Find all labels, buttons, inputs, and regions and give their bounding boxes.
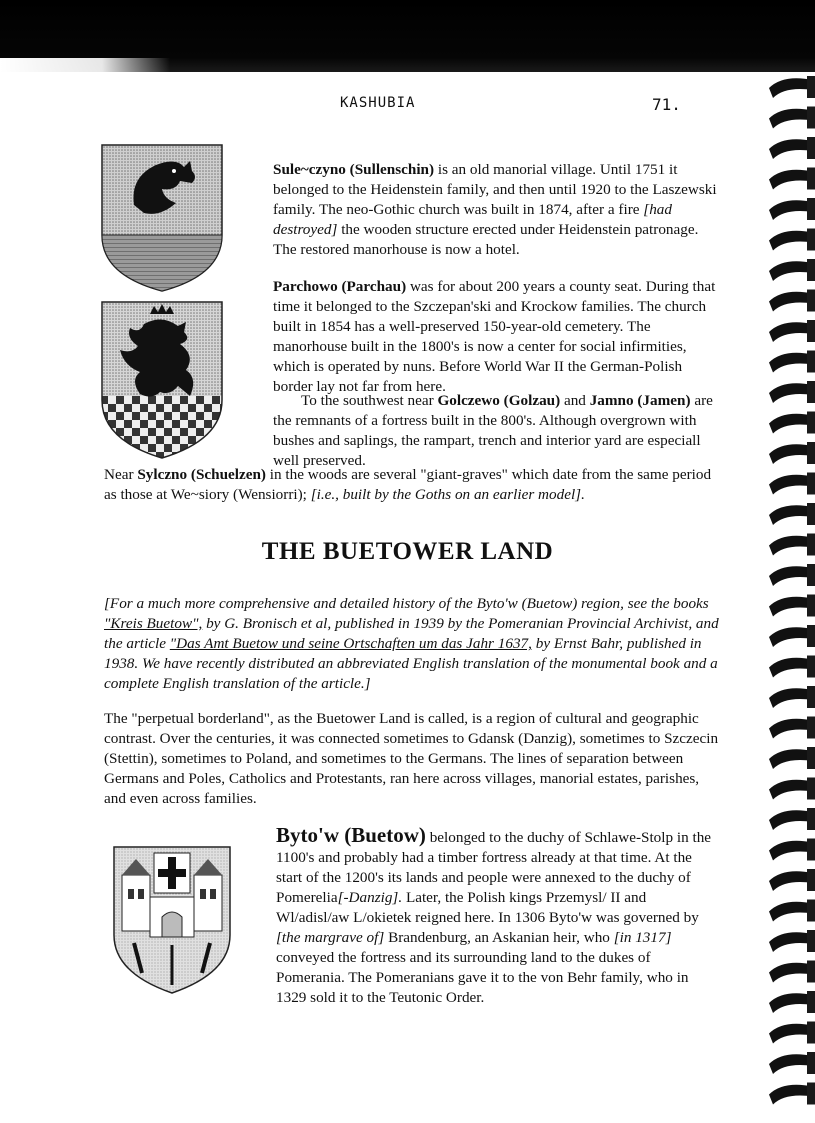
spiral-hole	[807, 137, 815, 159]
golczewo-text-1: To the southwest near	[301, 392, 438, 409]
spiral-hole	[807, 107, 815, 129]
spiral-hole	[807, 717, 815, 739]
bytow-italic-3: [in 1317]	[613, 929, 672, 946]
spiral-hole	[807, 351, 815, 373]
spiral-coil	[769, 261, 813, 281]
bytow-text-3: Brandenburg, an Askanian heir, who	[384, 929, 614, 946]
spiral-hole	[807, 961, 815, 983]
spiral-coil	[769, 505, 813, 525]
borderland-text: The "perpetual borderland", as the Buetower Land is called, is a region of cultural and geographic contrast. Over the centuries, it was connected sometimes to Gdansk (Danzig), sometimes to Szczecin (Stettin), sometimes to Poland, and sometimes to the Germans. The lines of separation between Germans and Poles, Catholics and Protestants, ran here across villages, manorial estates, parishes, and even across families.	[104, 710, 719, 807]
sylczno-text-2: in the woods are several "giant-graves" which date from the same period as those at We~siory (Wensiorri);	[104, 466, 712, 503]
spiral-hole	[807, 76, 815, 98]
paragraph-parchowo	[273, 277, 718, 397]
spiral-hole	[807, 656, 815, 678]
spiral-coil	[769, 78, 813, 98]
spiral-coil	[769, 109, 813, 129]
place-name-jamno: Jamno (Jamen)	[589, 392, 691, 409]
spiral-hole	[807, 198, 815, 220]
castle-icon	[112, 845, 232, 995]
spiral-coil	[769, 597, 813, 617]
paragraph-bytow	[276, 825, 718, 1008]
spiral-coil	[769, 963, 813, 983]
spiral-coil	[769, 139, 813, 159]
sulecino-text: is an old manorial village. Until 1751 it belonged to the Heidenstein family, and then until 1920 to the Laszewski family. The neo-Gothic church was built in 1874, after a fire	[273, 161, 717, 218]
spiral-hole	[807, 503, 815, 525]
spiral-coil	[769, 810, 813, 830]
golczewo-text-2: are the remnants of a fortress built in the 800's. Although overgrown with bushes and saplings, the rampart, trench and interior yard are especiall well preserved.	[273, 392, 713, 469]
spiral-hole	[807, 168, 815, 190]
spiral-hole	[807, 625, 815, 647]
spiral-coil	[769, 780, 813, 800]
spiral-hole	[807, 808, 815, 830]
sylczno-text-1: Near	[104, 466, 138, 483]
spiral-coil	[769, 444, 813, 464]
spiral-coil	[769, 658, 813, 678]
sylczno-italic: [i.e., built by the Goths on an earlier model].	[310, 486, 585, 503]
spiral-coil	[769, 1054, 813, 1074]
paragraph-note	[104, 594, 719, 694]
spiral-coil	[769, 322, 813, 342]
crest-crowned-griffin	[100, 300, 224, 460]
spiral-coil	[769, 627, 813, 647]
crest-griffin-head	[100, 143, 224, 293]
spiral-coil	[769, 475, 813, 495]
spiral-hole	[807, 747, 815, 769]
spiral-coil	[769, 1024, 813, 1044]
bytow-italic-2: [the margrave of]	[276, 929, 385, 946]
sulecino-text-2: the wooden structure erected under Heidenstein patronage. The restored manorhouse is now a hotel.	[273, 221, 699, 258]
spiral-coil	[769, 841, 813, 861]
spiral-hole	[807, 259, 815, 281]
spiral-coil	[769, 993, 813, 1013]
spiral-hole	[807, 1083, 815, 1105]
spiral-hole	[807, 442, 815, 464]
spiral-coil	[769, 566, 813, 586]
spiral-coil	[769, 414, 813, 434]
page-number: 71.	[652, 95, 681, 114]
place-name-sylczno: Sylczno (Schuelzen)	[137, 466, 266, 483]
spiral-hole	[807, 1052, 815, 1074]
spiral-coil	[769, 932, 813, 952]
scan-top-fade	[0, 58, 170, 76]
spiral-hole	[807, 412, 815, 434]
spiral-hole	[807, 839, 815, 861]
spiral-coil	[769, 902, 813, 922]
place-name-golczewo: Golczewo (Golzau)	[437, 392, 561, 409]
spiral-hole	[807, 595, 815, 617]
parchowo-text: was for about 200 years a county seat. During that time it belonged to the Szczepan'ski and Krockow families. The church built in 1854 has a well-preserved 150-year-old cemetery. The manorhouse built in the 1800's is now a center for social infirmities, which is operated by nuns. Before World War II the German-Polish border lay not far from here.	[273, 278, 716, 395]
spiral-hole	[807, 930, 815, 952]
spiral-binding	[763, 70, 815, 1123]
bytow-text-1: belonged to the duchy of Schlawe-Stolp in the 1100's and probably had a timber fortress already at that time. At the start of the 1200's its lands and people were annexed to the duchy of Pomerelia	[276, 829, 712, 906]
place-name-parchowo: Parchowo (Parchau)	[273, 278, 407, 295]
spiral-hole	[807, 473, 815, 495]
spiral-coil	[769, 353, 813, 373]
spiral-coil	[769, 1085, 813, 1105]
spiral-hole	[807, 564, 815, 586]
griffin-head-icon	[100, 143, 224, 293]
place-name-sulecino: Sule~czyno (Sullenschin)	[273, 161, 435, 178]
spiral-hole	[807, 290, 815, 312]
spiral-hole	[807, 1022, 815, 1044]
golczewo-and: and	[560, 392, 590, 409]
spiral-hole	[807, 686, 815, 708]
bytow-text-4: conveyed the fortress and its surrounding land to the dukes of Pomerania. The Pomeranians gave it to the von Behr family, who in 1329 sold it to the Teutonic Order.	[276, 949, 689, 1006]
spiral-coil	[769, 383, 813, 403]
section-title: THE BUETOWER LAND	[261, 538, 554, 565]
paragraph-sulecino	[273, 160, 718, 260]
spiral-coil	[769, 871, 813, 891]
spiral-hole	[807, 991, 815, 1013]
spiral-coil	[769, 688, 813, 708]
spiral-hole	[807, 869, 815, 891]
spiral-hole	[807, 320, 815, 342]
note-text-3: by Ernst Bahr, published in 1938. We have recently distributed an abbreviated English translation of the monumental book and a complete English translation of the article.]	[104, 635, 718, 692]
spiral-coil	[769, 292, 813, 312]
spiral-coil	[769, 200, 813, 220]
note-book-title: "Kreis Buetow",	[104, 615, 203, 632]
sulecino-italic: [had destroyed]	[273, 201, 672, 238]
spiral-hole	[807, 900, 815, 922]
place-name-bytow: Byto'w (Buetow)	[276, 823, 426, 847]
spiral-coil	[769, 749, 813, 769]
bytow-italic-1: [-Danzig].	[337, 889, 403, 906]
spiral-hole	[807, 229, 815, 251]
spiral-coil	[769, 231, 813, 251]
spiral-hole	[807, 778, 815, 800]
spiral-coil	[769, 719, 813, 739]
bytow-text-2: Later, the Polish kings Przemysl/ II and Wl/adisl/aw L/okietek reigned here. In 1306 Byto'w was governed by	[276, 889, 699, 926]
paragraph-sylczno	[104, 465, 719, 505]
crest-castle	[112, 845, 232, 995]
note-article-title: "Das Amt Buetow und seine Ortschaften um das Jahr 1637,	[169, 635, 532, 652]
crowned-griffin-icon	[100, 300, 224, 460]
spiral-coil	[769, 170, 813, 190]
note-text-1: [For a much more comprehensive and detailed history of the Byto'w (Buetow) region, see the books	[104, 595, 709, 612]
note-text-2: by G. Bronisch et al, published in 1939 by the Pomeranian Provincial Archivist, and the article	[104, 615, 719, 652]
running-head: KASHUBIA	[340, 95, 416, 111]
paragraph-borderland	[104, 709, 719, 809]
spiral-hole	[807, 381, 815, 403]
paragraph-golczewo	[273, 391, 718, 471]
